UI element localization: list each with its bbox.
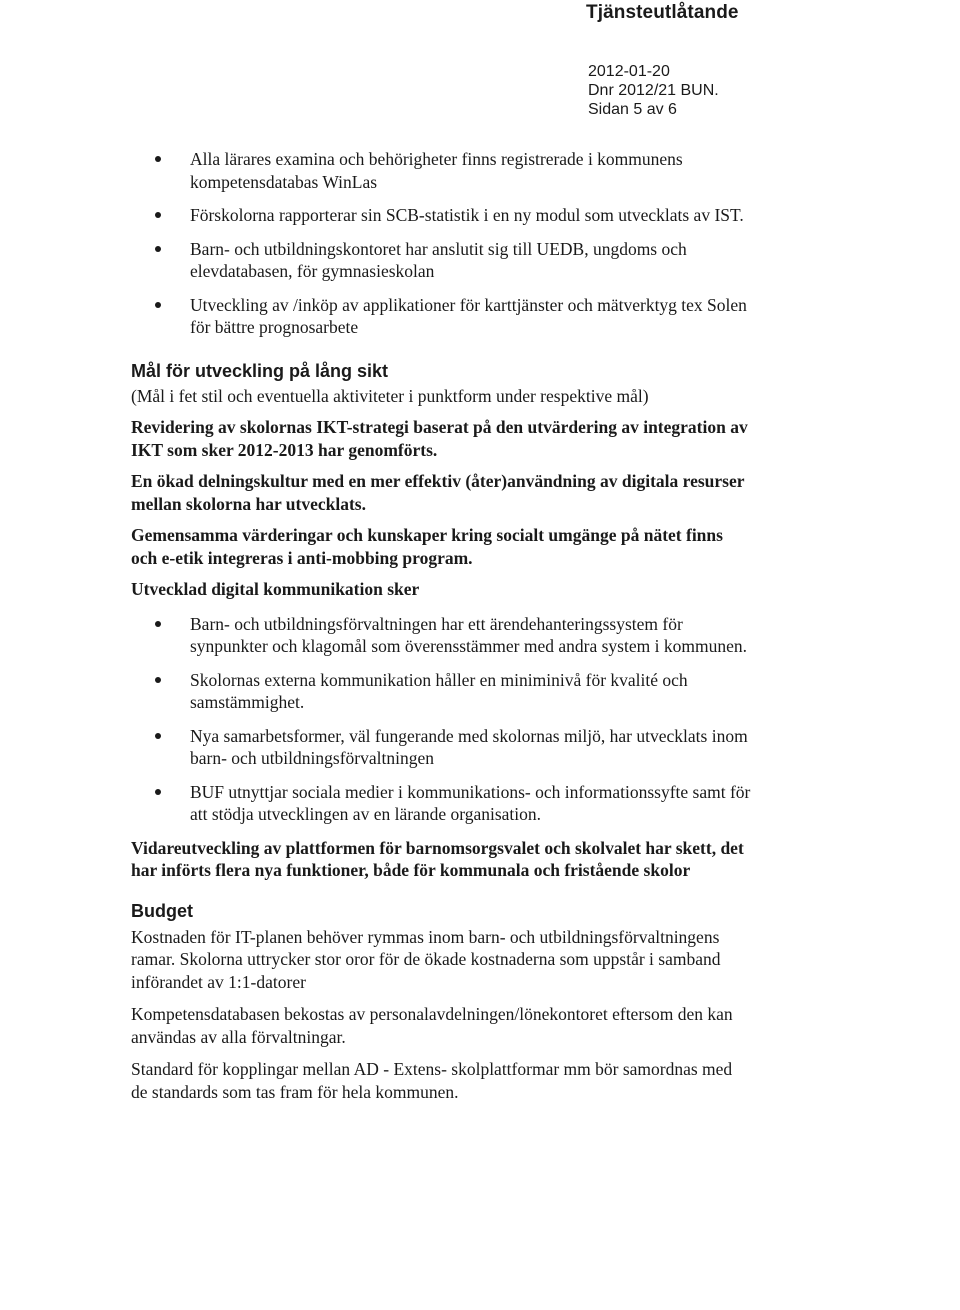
communication-bullet-list (131, 613, 751, 826)
goals-note: (Mål i fet stil och eventuella aktiviteter i punktform under respektive mål) (131, 385, 649, 406)
list-item: Barn- och utbildningskontoret har anslutit sig till UEDB, ungdoms och elevdatabasen, för gymnasieskolan (131, 238, 751, 283)
goal-sharing-culture: En ökad delningskultur med en mer effektiv (åter)användning av digitala resurser mellan skolorna har utvecklats. (131, 471, 745, 514)
list-item: Barn- och utbildningsförvaltningen har ett ärendehanteringssystem för synpunkter och klagomål som överensstämmer med andra system i kommunen. (131, 613, 751, 658)
document-date: 2012-01-20 (588, 63, 670, 80)
budget-paragraph: Kostnaden för IT-planen behöver rymmas inom barn- och utbildningsförvaltningens ramar. Skolorna uttrycker stor oror för de ökade kostnaderna som uppstår i samband införandet av 1:1-datorer (131, 926, 721, 992)
list-item: Förskolorna rapporterar sin SCB-statistik i en ny modul som utvecklats av IST. (131, 204, 751, 227)
list-item: Nya samarbetsformer, väl fungerande med skolornas miljö, har utvecklats inom barn- och utbildningsförvaltningen (131, 725, 751, 770)
document-meta (588, 62, 719, 119)
goal-shared-values: Gemensamma värderingar och kunskaper kring socialt umgänge på nätet finns och e-etik integreras i anti-mobbing program. (131, 525, 723, 568)
budget-paragraph: Standard för kopplingar mellan AD - Extens- skolplattformar mm bör samordnas med de standards som tas fram för hela kommunen. (131, 1059, 733, 1102)
document-dnr: Dnr 2012/21 BUN. (588, 82, 719, 99)
top-bullet-list (131, 148, 751, 339)
goal-digital-communication: Utvecklad digital kommunikation sker (131, 579, 420, 599)
list-item: BUF utnyttjar sociala medier i kommunikations- och informationssyfte samt för att stödja utvecklingen av en lärande organisation. (131, 781, 751, 826)
budget-heading: Budget (131, 900, 193, 921)
document-type-heading: Tjänsteutlåtande (586, 2, 739, 23)
list-item: Skolornas externa kommunikation håller en miniminivå för kvalité och samstämmighet. (131, 669, 751, 714)
document-body (131, 148, 751, 1103)
goal-platform-development: Vidareutveckling av plattformen för barnomsorgsvalet och skolvalet har skett, det har införts flera nya funktioner, både för kommunala och fristående skolor (131, 837, 744, 880)
goal-ikt-strategy: Revidering av skolornas IKT-strategi baserat på den utvärdering av integration av IKT som sker 2012-2013 har genomförts. (131, 417, 748, 460)
budget-paragraph: Kompetensdatabasen bekostas av personalavdelningen/lönekontoret eftersom den kan användas av alla förvaltningar. (131, 1004, 733, 1047)
goals-heading: Mål för utveckling på lång sikt (131, 360, 389, 381)
list-item: Alla lärares examina och behörigheter finns registrerade i kommunens kompetensdatabas WinLas (131, 148, 751, 193)
page-number: Sidan 5 av 6 (588, 101, 677, 118)
list-item: Utveckling av /inköp av applikationer för karttjänster och mätverktyg tex Solen för bättre prognosarbete (131, 294, 751, 339)
